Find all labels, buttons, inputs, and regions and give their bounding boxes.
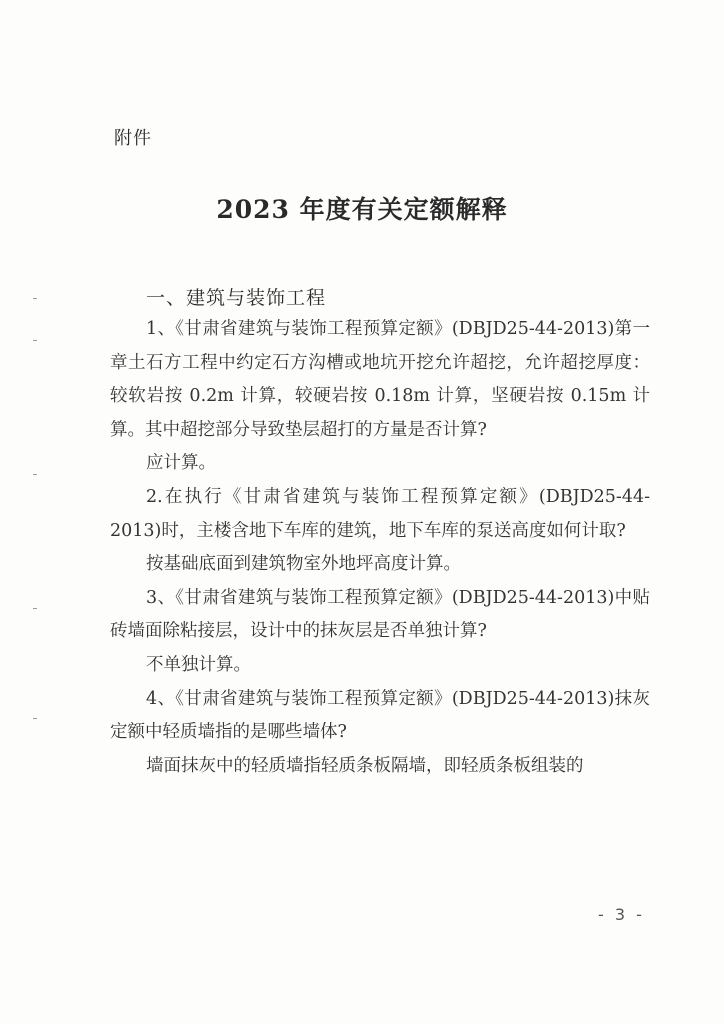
scan-mark <box>33 474 37 475</box>
paragraph-answer-2: 按基础底面到建筑物室外地坪高度计算。 <box>146 554 461 575</box>
document-title: 2023 年度有关定额解释 <box>216 195 508 224</box>
scan-mark <box>33 608 37 609</box>
paragraph-question-1: 1、《甘肃省建筑与装饰工程预算定额》(DBJD25-44-2013)第一章土石方工程中约定石方沟槽或地坑开挖允许超挖，允许超挖厚度：较软岩按 0.2m 计算，较硬岩按 0.18m 计算，坚硬岩按 0.15m 计算。其中超挖部分导致垫层超打的方量是否计算? <box>110 319 650 440</box>
paragraph-answer-4: 墙面抹灰中的轻质墙指轻质条板隔墙，即轻质条板组装的 <box>146 755 584 776</box>
paragraph-answer-3: 不单独计算。 <box>146 654 251 675</box>
paragraph-question-4: 4、《甘肃省建筑与装饰工程预算定额》(DBJD25-44-2013)抹灰定额中轻质墙指的是哪些墙体? <box>110 688 650 743</box>
document-body <box>110 313 650 783</box>
scan-mark <box>33 298 37 299</box>
scan-mark <box>33 340 37 341</box>
attachment-label: 附件 <box>114 128 152 149</box>
scan-mark <box>33 718 37 719</box>
paragraph-question-2: 2.在执行《甘肃省建筑与装饰工程预算定额》(DBJD25-44-2013)时，主楼含地下车库的建筑，地下车库的泵送高度如何计取? <box>110 486 650 541</box>
section-heading: 一、建筑与装饰工程 <box>146 287 327 309</box>
paragraph-question-3: 3、《甘肃省建筑与装饰工程预算定额》(DBJD25-44-2013)中贴砖墙面除粘接层，设计中的抹灰层是否单独计算? <box>110 587 650 642</box>
page-number: - 3 - <box>598 905 645 924</box>
paragraph-answer-1: 应计算。 <box>146 453 216 474</box>
